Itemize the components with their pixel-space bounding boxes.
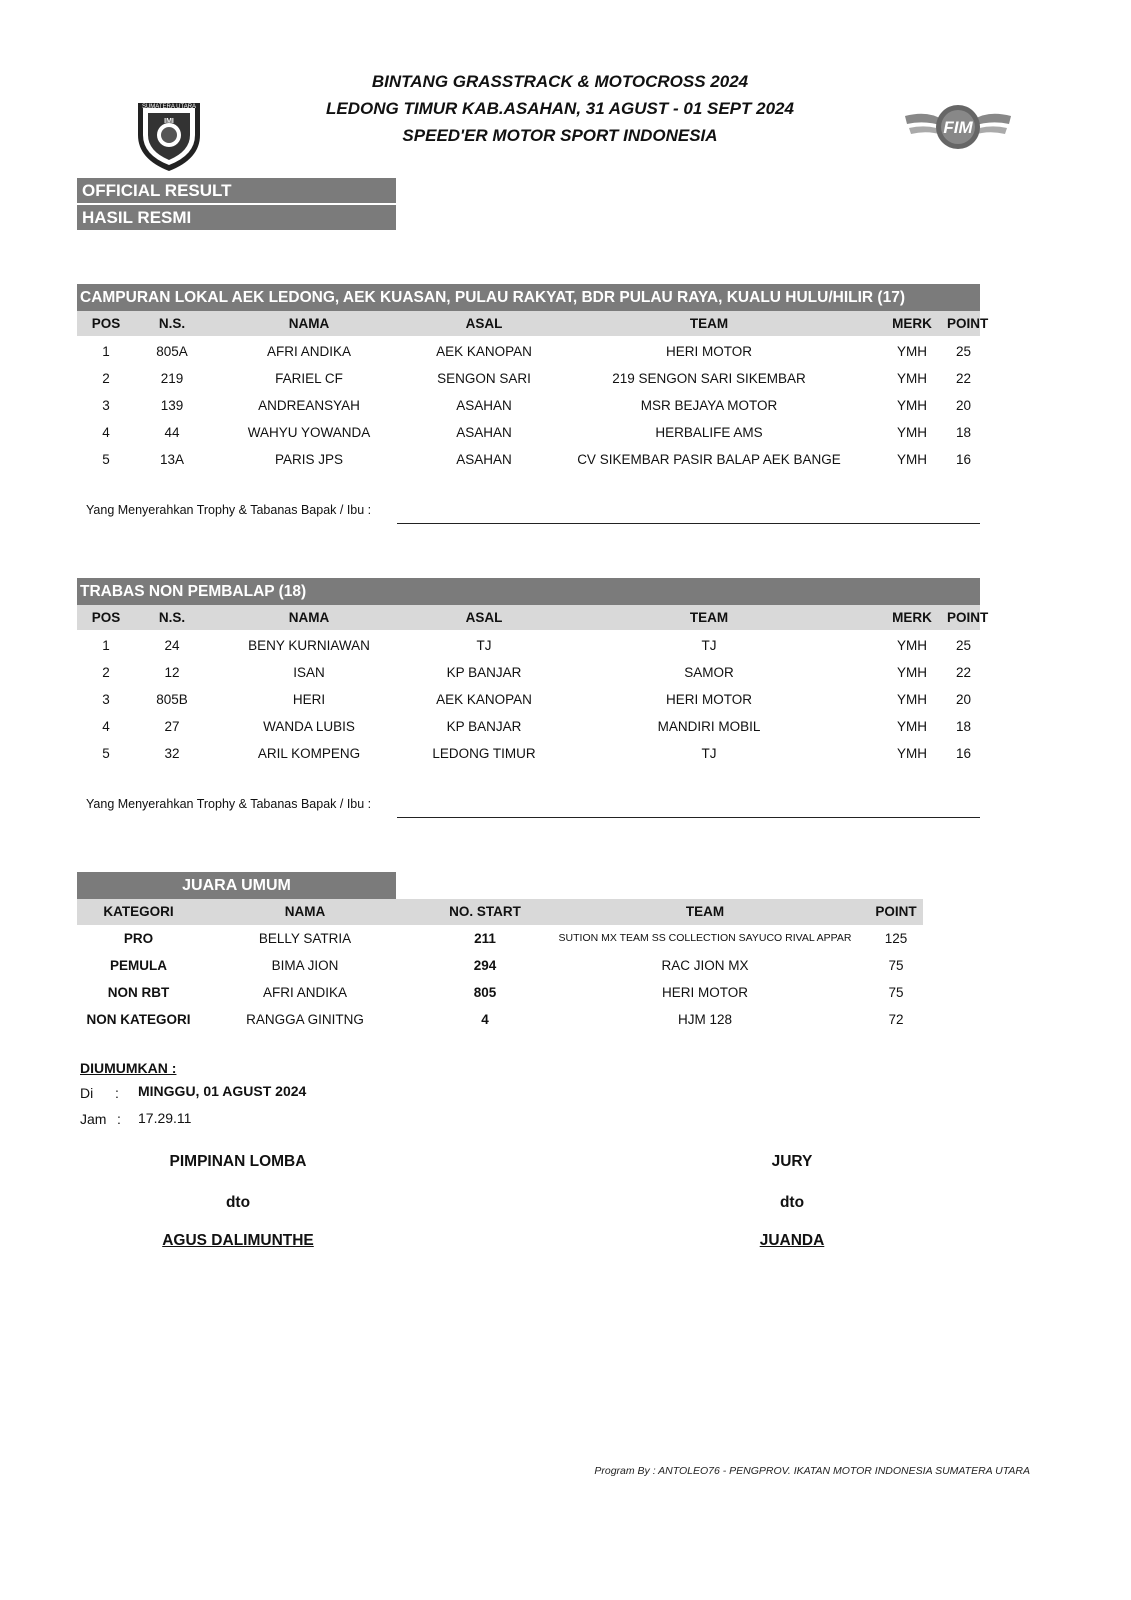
cell-ns: 139 xyxy=(160,398,184,413)
di-separator: : xyxy=(115,1085,119,1101)
fim-logo xyxy=(903,98,1013,158)
header-title-line1: BINTANG GRASSTRACK & MOTOCROSS 2024 xyxy=(371,72,749,91)
cell-point: 22 xyxy=(955,371,972,386)
col-nama: NAMA xyxy=(288,316,330,331)
cell-merk: YMH xyxy=(897,452,927,467)
cell-nama: FARIEL CF xyxy=(275,371,343,386)
cell-point: 72 xyxy=(888,1012,904,1027)
col-ns: N.S. xyxy=(158,316,186,331)
cell-point: 18 xyxy=(955,719,972,734)
cell-team: TJ xyxy=(701,746,717,761)
col-ns: N.S. xyxy=(158,610,186,625)
cell-nama: PARIS JPS xyxy=(274,452,344,467)
col-pos: POS xyxy=(91,610,121,625)
table-row xyxy=(77,365,980,392)
cell-team: TJ xyxy=(701,638,717,653)
cell-point: 22 xyxy=(955,665,972,680)
col-team: TEAM xyxy=(689,316,729,331)
juara-umum-row xyxy=(77,979,923,1006)
table-row xyxy=(77,338,980,365)
cell-pos: 3 xyxy=(102,692,110,707)
cell-team: SUTION MX TEAM SS COLLECTION SAYUCO RIVAL APPAR xyxy=(558,932,852,944)
cell-no-start: 805 xyxy=(473,985,497,1000)
cell-point: 20 xyxy=(955,692,972,707)
header-title-line2: LEDONG TIMUR KAB.ASAHAN, 31 AGUST - 01 SEPT 2024 xyxy=(326,99,794,118)
cell-asal: KP BANJAR xyxy=(446,665,522,680)
cell-asal: SENGON SARI xyxy=(437,371,531,386)
cell-pos: 1 xyxy=(102,638,110,653)
right-signer-dto: dto xyxy=(779,1194,805,1211)
cell-pos: 5 xyxy=(102,452,110,467)
cell-ns: 805B xyxy=(156,692,188,707)
cell-nama: ISAN xyxy=(293,665,325,680)
col-nama: NAMA xyxy=(284,904,326,919)
cell-pos: 2 xyxy=(102,665,110,680)
col-merk: MERK xyxy=(892,610,932,625)
cell-asal: TJ xyxy=(476,638,492,653)
cell-kategori: PRO xyxy=(123,931,154,946)
cell-ns: 32 xyxy=(164,746,180,761)
left-signer-name: AGUS DALIMUNTHE xyxy=(162,1232,314,1249)
table-row xyxy=(77,419,980,446)
table-row xyxy=(77,713,980,740)
cell-asal: AEK KANOPAN xyxy=(436,344,532,359)
juara-umum-row xyxy=(77,925,923,952)
table-row xyxy=(77,446,980,473)
cell-point: 75 xyxy=(888,985,904,1000)
right-signer-name: JUANDA xyxy=(759,1232,825,1249)
section1-title: CAMPURAN LOKAL AEK LEDONG, AEK KUASAN, PULAU RAKYAT, BDR PULAU RAYA, KUALU HULU/HILIR (17) xyxy=(77,284,980,311)
section2-sign-line xyxy=(397,817,980,818)
col-nama: NAMA xyxy=(288,610,330,625)
logo-left-text: SUMATERA UTARA xyxy=(141,104,197,110)
cell-asal: AEK KANOPAN xyxy=(436,692,532,707)
cell-no-start: 211 xyxy=(474,931,496,946)
cell-merk: YMH xyxy=(897,692,927,707)
cell-ns: 27 xyxy=(164,719,180,734)
cell-kategori: PEMULA xyxy=(110,958,167,973)
col-team: TEAM xyxy=(685,904,725,919)
col-point: POINT xyxy=(875,904,917,919)
cell-team: HERI MOTOR xyxy=(665,344,752,359)
cell-ns: 44 xyxy=(164,425,180,440)
cell-nama: RANGGA GINITNG xyxy=(246,1012,364,1027)
cell-merk: YMH xyxy=(897,638,927,653)
section1-header xyxy=(77,311,989,336)
cell-ns: 24 xyxy=(164,638,180,653)
cell-merk: YMH xyxy=(897,425,927,440)
cell-pos: 3 xyxy=(102,398,110,413)
cell-team: MANDIRI MOBIL xyxy=(657,719,761,734)
col-asal: ASAL xyxy=(465,316,503,331)
cell-ns: 219 xyxy=(160,371,184,386)
table-row xyxy=(77,659,980,686)
section2-sign-label: Yang Menyerahkan Trophy & Tabanas Bapak / Ibu : xyxy=(86,797,372,811)
official-result-bar: OFFICIAL RESULT xyxy=(77,178,396,203)
cell-nama: HERI xyxy=(292,692,326,707)
cell-merk: YMH xyxy=(897,719,927,734)
jam-label: Jam xyxy=(80,1111,107,1127)
cell-team: 219 SENGON SARI SIKEMBAR xyxy=(612,371,806,386)
cell-no-start: 294 xyxy=(473,958,497,973)
cell-ns: 805A xyxy=(156,344,188,359)
cell-point: 25 xyxy=(955,638,972,653)
juara-umum-row xyxy=(77,952,923,979)
cell-point: 25 xyxy=(955,344,972,359)
cell-ns: 12 xyxy=(164,665,180,680)
table-row xyxy=(77,686,980,713)
announcement-label: DIUMUMKAN : xyxy=(80,1060,177,1076)
col-asal: ASAL xyxy=(465,610,503,625)
cell-team: RAC JION MX xyxy=(661,958,749,973)
jam-value: 17.29.11 xyxy=(138,1110,192,1126)
section2-title: TRABAS NON PEMBALAP (18) xyxy=(77,578,980,605)
section1-sign-label: Yang Menyerahkan Trophy & Tabanas Bapak / Ibu : xyxy=(86,503,372,517)
cell-team: MSR BEJAYA MOTOR xyxy=(640,398,778,413)
cell-nama: BENY KURNIAWAN xyxy=(248,638,370,653)
cell-nama: WANDA LUBIS xyxy=(263,719,355,734)
col-point: POINT xyxy=(947,316,989,331)
cell-pos: 1 xyxy=(102,344,110,359)
col-no-start: NO. START xyxy=(449,904,521,919)
juara-umum-header xyxy=(77,899,923,925)
cell-pos: 5 xyxy=(102,746,110,761)
cell-asal: KP BANJAR xyxy=(446,719,522,734)
cell-pos: 4 xyxy=(102,719,110,734)
cell-team: HJM 128 xyxy=(677,1012,733,1027)
cell-merk: YMH xyxy=(897,398,927,413)
juara-umum-title: JUARA UMUM xyxy=(77,872,396,899)
cell-pos: 2 xyxy=(102,371,110,386)
footer-credit: Program By : ANTOLEO76 - PENGPROV. IKATAN MOTOR INDONESIA SUMATERA UTARA xyxy=(594,1465,1030,1477)
cell-point: 18 xyxy=(955,425,972,440)
left-signer-dto: dto xyxy=(225,1194,251,1211)
cell-merk: YMH xyxy=(897,746,927,761)
juara-umum-row xyxy=(77,1006,923,1033)
cell-team: HERI MOTOR xyxy=(661,985,748,1000)
cell-nama: AFRI ANDIKA xyxy=(266,344,352,359)
cell-point: 75 xyxy=(888,958,904,973)
table-row xyxy=(77,740,980,767)
section1-sign-line xyxy=(397,523,980,524)
jam-separator: : xyxy=(117,1111,121,1127)
cell-kategori: NON RBT xyxy=(107,985,170,1000)
cell-point: 16 xyxy=(955,452,972,467)
cell-nama: WAHYU YOWANDA xyxy=(247,425,371,440)
cell-nama: AFRI ANDIKA xyxy=(262,985,348,1000)
imi-sumut-logo xyxy=(130,95,208,173)
header-title-line3: SPEED'ER MOTOR SPORT INDONESIA xyxy=(402,126,718,145)
cell-team: SAMOR xyxy=(684,665,734,680)
col-pos: POS xyxy=(91,316,121,331)
di-label: Di xyxy=(80,1085,94,1101)
fim-logo-text: FIM xyxy=(943,118,973,137)
logo-left-letters: IMI xyxy=(164,118,174,125)
cell-point: 20 xyxy=(955,398,972,413)
cell-kategori: NON KATEGORI xyxy=(86,1012,191,1027)
col-point: POINT xyxy=(947,610,989,625)
cell-asal: ASAHAN xyxy=(456,452,512,467)
cell-point: 16 xyxy=(955,746,972,761)
cell-team: HERBALIFE AMS xyxy=(655,425,763,440)
section2-header xyxy=(77,605,989,630)
cell-nama: ANDREANSYAH xyxy=(258,398,360,413)
col-team: TEAM xyxy=(689,610,729,625)
cell-asal: ASAHAN xyxy=(456,398,512,413)
right-signer-role: JURY xyxy=(771,1153,813,1170)
cell-point: 125 xyxy=(884,931,908,946)
hasil-resmi-bar: HASIL RESMI xyxy=(77,205,396,230)
cell-team: HERI MOTOR xyxy=(665,692,752,707)
cell-merk: YMH xyxy=(897,344,927,359)
cell-nama: BELLY SATRIA xyxy=(258,931,352,946)
cell-ns: 13A xyxy=(159,452,185,467)
cell-merk: YMH xyxy=(897,371,927,386)
table-row xyxy=(77,392,980,419)
cell-pos: 4 xyxy=(102,425,110,440)
col-kategori: KATEGORI xyxy=(103,904,174,919)
cell-team: CV SIKEMBAR PASIR BALAP AEK BANGE xyxy=(577,452,841,467)
cell-merk: YMH xyxy=(897,665,927,680)
di-value: MINGGU, 01 AGUST 2024 xyxy=(138,1083,307,1099)
cell-no-start: 4 xyxy=(481,1012,489,1027)
cell-asal: LEDONG TIMUR xyxy=(432,746,536,761)
cell-nama: ARIL KOMPENG xyxy=(257,746,361,761)
table-row xyxy=(77,632,980,659)
cell-nama: BIMA JION xyxy=(271,958,339,973)
col-merk: MERK xyxy=(892,316,932,331)
left-signer-role: PIMPINAN LOMBA xyxy=(169,1153,307,1170)
cell-asal: ASAHAN xyxy=(456,425,512,440)
